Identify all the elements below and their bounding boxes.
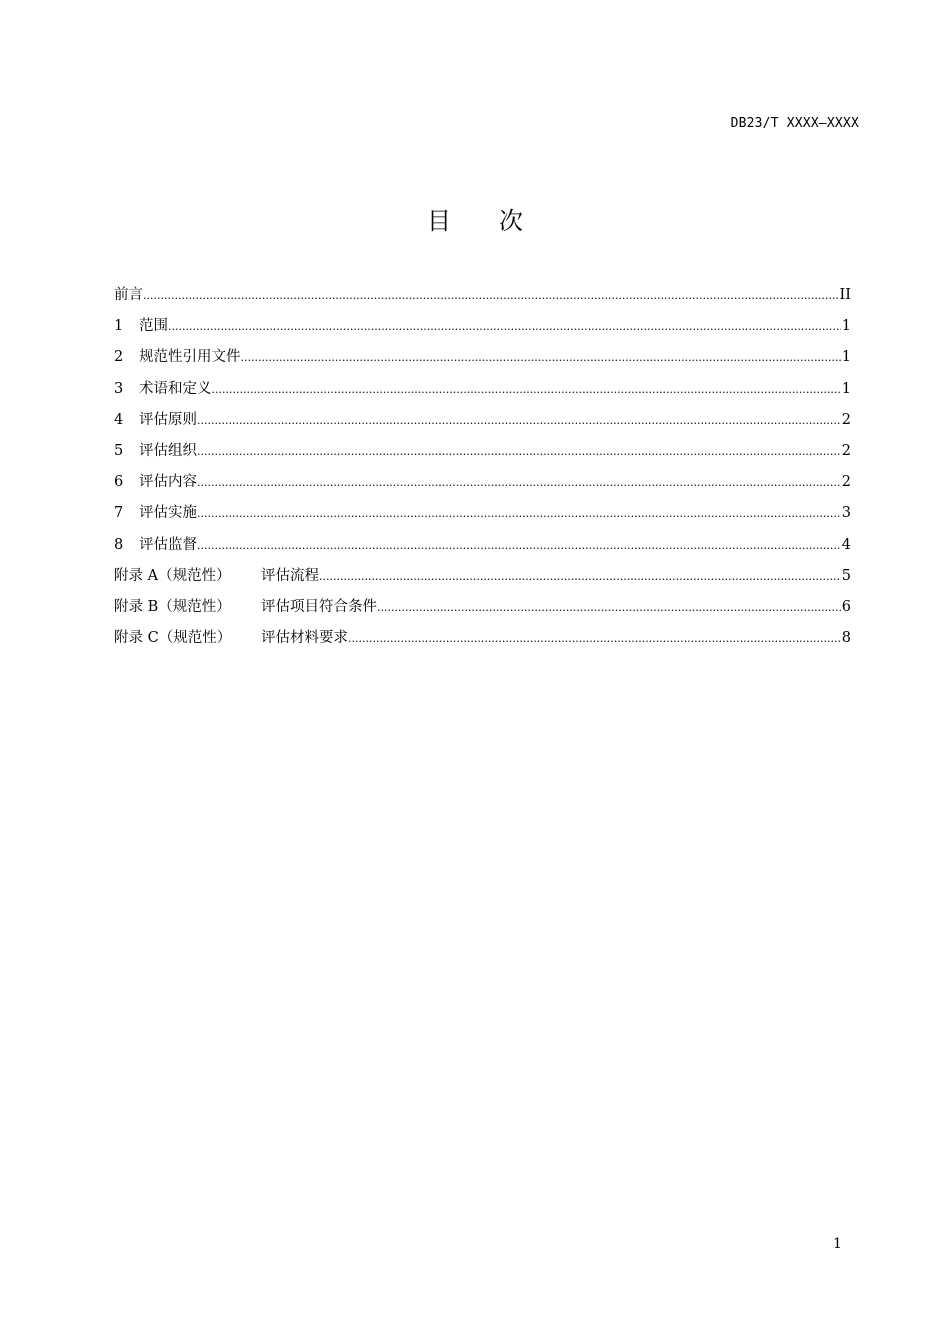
toc-entry-page: II xyxy=(839,287,851,303)
toc-dot-leader xyxy=(197,441,841,463)
toc-entry-text: 评估流程 xyxy=(261,567,319,584)
toc-entry-number: 2 xyxy=(114,349,124,366)
toc-entry-foreword[interactable] xyxy=(114,284,851,315)
page-number: 1 xyxy=(833,1236,842,1252)
toc-entry-number: 3 xyxy=(114,380,124,397)
toc-dot-leader xyxy=(197,410,841,432)
toc-dot-leader xyxy=(241,347,841,369)
toc-appendix-prefix: 附录 B（规范性） xyxy=(114,598,231,615)
toc-entry-page: 1 xyxy=(841,318,851,335)
toc-entry-5[interactable] xyxy=(114,440,851,471)
toc-appendix-prefix: 附录 C（规范性） xyxy=(114,630,232,647)
toc-entry-page: 3 xyxy=(841,505,851,522)
toc-entry-text: 评估项目符合条件 xyxy=(261,598,377,615)
toc-dot-leader xyxy=(348,628,841,650)
toc-entry-text: 术语和定义 xyxy=(139,380,212,397)
toc-entry-text: 评估组织 xyxy=(139,442,197,459)
document-code: DB23/T XXXX—XXXX xyxy=(730,116,859,131)
toc-title: 目 次 xyxy=(427,207,523,235)
toc-entry-1[interactable] xyxy=(114,315,851,346)
toc-entry-number: 1 xyxy=(114,318,124,335)
toc-dot-leader xyxy=(197,472,841,494)
toc-entry-number: 5 xyxy=(114,442,124,459)
toc-entry-number: 6 xyxy=(114,474,124,491)
toc-entry-number: 8 xyxy=(114,536,124,553)
toc-entry-7[interactable] xyxy=(114,502,851,533)
toc-entry-page: 2 xyxy=(841,411,851,428)
toc-entry-appendix-a[interactable] xyxy=(114,565,851,596)
toc-entry-text: 评估原则 xyxy=(139,411,197,428)
toc-dot-leader xyxy=(319,566,841,588)
toc-entry-text: 范围 xyxy=(139,318,168,335)
toc-entry-text: 前言 xyxy=(114,287,143,303)
toc-dot-leader xyxy=(197,503,841,525)
toc-entry-page: 5 xyxy=(841,567,851,584)
toc-entry-number: 7 xyxy=(114,505,124,522)
table-of-contents xyxy=(114,284,851,658)
toc-dot-leader xyxy=(197,535,841,557)
toc-dot-leader xyxy=(377,597,841,619)
toc-entry-text: 评估内容 xyxy=(139,474,197,491)
toc-entry-3[interactable] xyxy=(114,378,851,409)
toc-entry-page: 1 xyxy=(841,349,851,366)
toc-entry-2[interactable] xyxy=(114,346,851,377)
toc-dot-leader xyxy=(143,285,839,307)
toc-entry-number: 4 xyxy=(114,411,124,428)
toc-entry-text: 评估实施 xyxy=(139,505,197,522)
toc-entry-4[interactable] xyxy=(114,409,851,440)
toc-entry-page: 8 xyxy=(841,630,851,647)
toc-dot-leader xyxy=(212,379,841,401)
toc-entry-text: 规范性引用文件 xyxy=(139,349,241,366)
toc-entry-text: 评估材料要求 xyxy=(261,630,348,647)
toc-entry-6[interactable] xyxy=(114,471,851,502)
toc-entry-page: 2 xyxy=(841,442,851,459)
toc-entry-page: 4 xyxy=(841,536,851,553)
toc-entry-page: 6 xyxy=(841,598,851,615)
toc-entry-appendix-b[interactable] xyxy=(114,596,851,627)
toc-appendix-prefix: 附录 A（规范性） xyxy=(114,567,231,584)
toc-entry-appendix-c[interactable] xyxy=(114,627,851,658)
toc-entry-text: 评估监督 xyxy=(139,536,197,553)
toc-entry-8[interactable] xyxy=(114,534,851,565)
toc-entry-page: 1 xyxy=(841,380,851,397)
toc-entry-page: 2 xyxy=(841,474,851,491)
toc-dot-leader xyxy=(168,316,841,338)
